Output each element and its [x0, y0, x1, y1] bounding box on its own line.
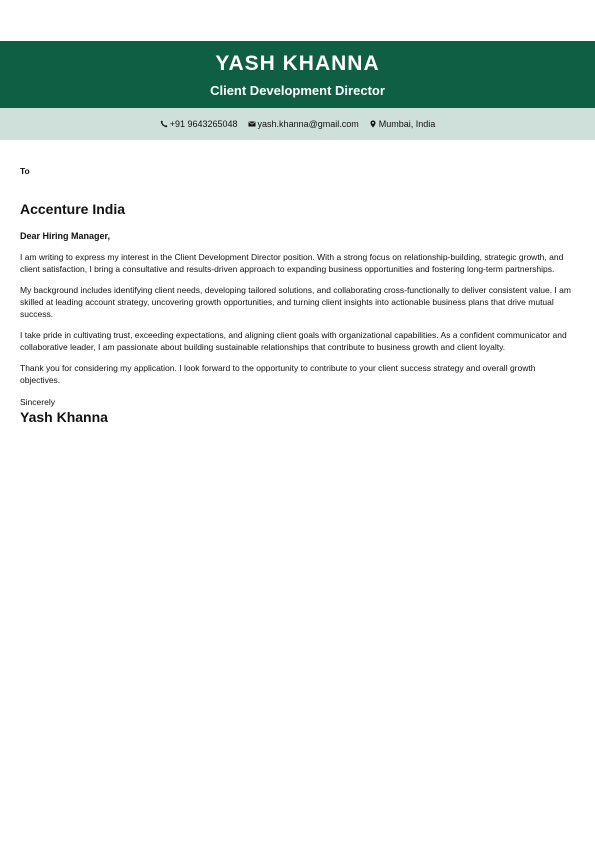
job-title: Client Development Director	[210, 83, 385, 98]
location-text: Mumbai, India	[378, 119, 436, 129]
header-banner	[0, 41, 595, 108]
paragraph-1: I am writing to express my interest in the Client Development Director position. With a strong focus on relationship-building, strategic growth, and client satisfaction, I bring a consultative and results-driven approach to expanding business opportunities and fostering long-term partnerships.	[20, 252, 564, 274]
map-marker-icon	[369, 120, 377, 128]
paragraph-3: I take pride in cultivating trust, exceeding expectations, and aligning client goals with organizational capabilities. As a confident communicator and collaborative leader, I am passionate about building sustainable relationships that contribute to business growth and client loyalty.	[20, 330, 567, 352]
contact-phone	[160, 119, 238, 129]
recipient-company: Accenture India	[20, 201, 126, 217]
email-text: yash.khanna@gmail.com	[257, 119, 359, 129]
paragraph-4: Thank you for considering my application. I look forward to the opportunity to contribute to your client success strategy and overall growth objectives.	[20, 363, 536, 385]
paragraph-2: My background includes identifying client needs, developing tailored solutions, and collaborating cross-functionally to deliver consistent value. I am skilled at leading account strategy, uncovering growth opportunities, and turning client insights into actionable business plans that drive mutual success.	[20, 285, 571, 319]
phone-icon	[160, 120, 168, 128]
envelope-icon	[248, 120, 256, 128]
letter-body	[20, 166, 572, 426]
closing: Sincerely	[20, 397, 55, 407]
signature: Yash Khanna	[20, 409, 108, 425]
contact-location	[369, 119, 436, 129]
phone-text: +91 9643265048	[169, 119, 238, 129]
salutation: Dear Hiring Manager,	[20, 231, 111, 241]
applicant-name: YASH KHANNA	[215, 52, 380, 75]
contact-bar	[0, 108, 595, 140]
contact-email	[248, 119, 359, 129]
recipient-label: To	[20, 166, 30, 176]
